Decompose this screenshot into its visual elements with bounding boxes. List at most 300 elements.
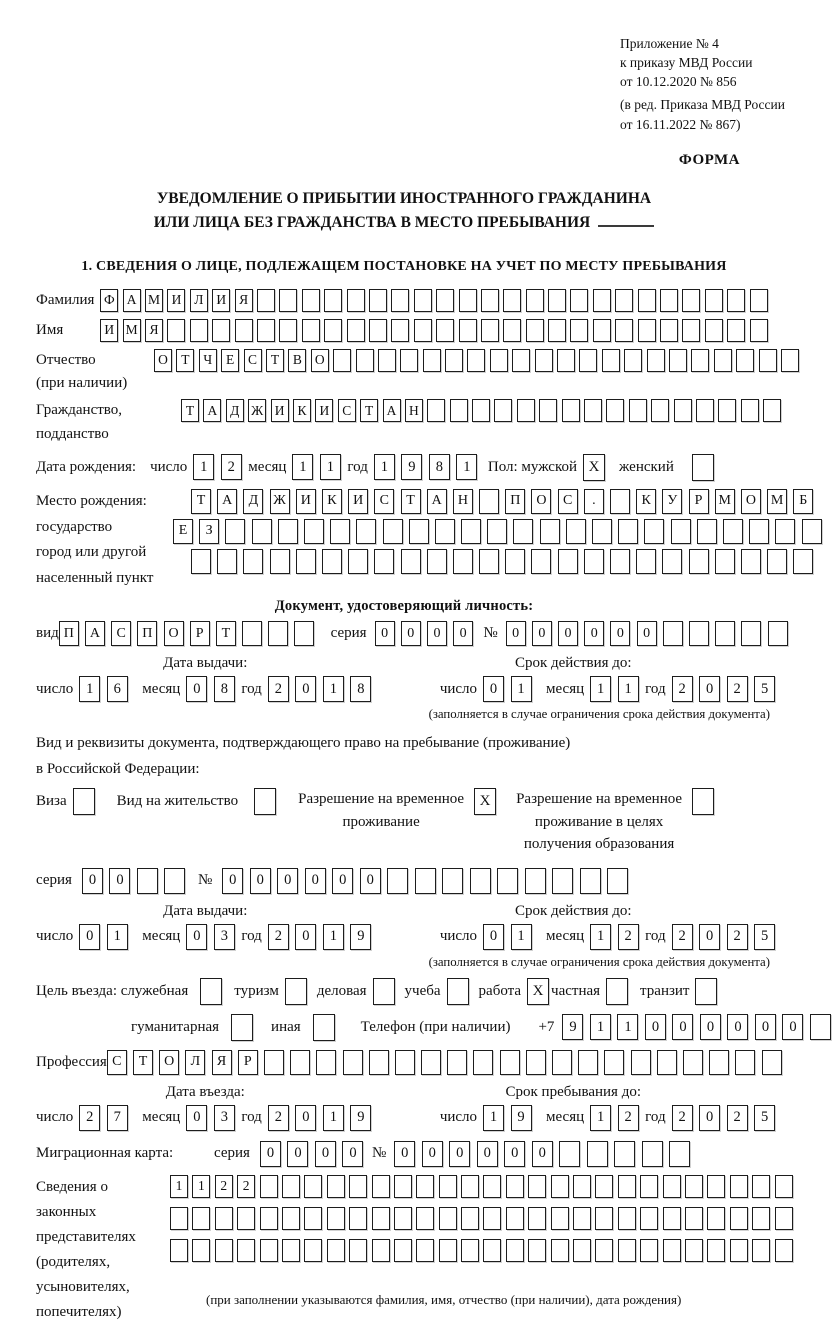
char-box[interactable] [642,1141,663,1167]
char-box[interactable]: П [59,621,79,646]
char-box[interactable] [614,1141,635,1167]
char-box[interactable] [640,1239,658,1262]
char-box[interactable] [436,319,454,342]
char-box[interactable] [570,319,588,342]
char-box[interactable]: 0 [672,1014,693,1040]
char-box[interactable]: А [85,621,105,646]
char-box[interactable]: 0 [360,868,381,894]
char-box[interactable] [669,1141,690,1167]
char-box[interactable] [215,1207,233,1230]
char-box[interactable] [401,549,421,574]
char-box[interactable] [439,1175,457,1198]
char-box[interactable] [243,549,263,574]
char-box[interactable] [528,1175,546,1198]
char-box[interactable] [715,621,735,646]
char-box[interactable] [372,1207,390,1230]
char-box[interactable]: И [271,399,289,422]
char-box[interactable] [657,1050,677,1075]
char-box[interactable] [593,289,611,312]
char-box[interactable]: 1 [590,1014,611,1040]
char-box[interactable] [759,349,777,372]
char-box[interactable]: 1 [323,676,344,702]
char-box[interactable]: 2 [618,924,639,950]
char-box[interactable] [570,289,588,312]
char-box[interactable]: 0 [332,868,353,894]
char-box[interactable]: Ж [270,489,290,514]
char-box[interactable]: 0 [610,621,630,646]
char-box[interactable]: X [583,454,605,481]
char-box[interactable] [497,868,518,894]
char-box[interactable] [304,519,324,544]
char-box[interactable]: 9 [562,1014,583,1040]
char-box[interactable]: 1 [617,1014,638,1040]
char-box[interactable] [400,349,418,372]
char-box[interactable] [192,1207,210,1230]
char-box[interactable] [231,1014,253,1041]
char-box[interactable] [415,868,436,894]
char-box[interactable]: 8 [429,454,450,480]
char-box[interactable]: X [474,788,496,815]
char-box[interactable] [348,549,368,574]
char-box[interactable] [528,1239,546,1262]
char-box[interactable] [580,868,601,894]
char-box[interactable] [414,289,432,312]
char-box[interactable]: 0 [186,924,207,950]
char-box[interactable]: 0 [295,924,316,950]
char-box[interactable]: 0 [483,924,504,950]
char-box[interactable]: 1 [292,454,313,480]
char-box[interactable]: 2 [727,1105,748,1131]
char-box[interactable] [558,549,578,574]
char-box[interactable]: А [123,289,141,312]
char-box[interactable] [416,1239,434,1262]
char-box[interactable] [490,349,508,372]
char-box[interactable]: А [427,489,447,514]
char-box[interactable]: Т [360,399,378,422]
char-box[interactable]: 0 [699,924,720,950]
char-box[interactable]: 1 [193,454,214,480]
char-box[interactable] [264,1050,284,1075]
char-box[interactable] [427,399,445,422]
char-box[interactable] [170,1239,188,1262]
char-box[interactable] [531,549,551,574]
char-box[interactable] [333,349,351,372]
char-box[interactable] [692,454,714,481]
char-box[interactable] [302,319,320,342]
char-box[interactable]: А [203,399,221,422]
char-box[interactable]: 0 [532,1141,553,1167]
char-box[interactable]: 1 [320,454,341,480]
char-box[interactable]: З [199,519,219,544]
char-box[interactable]: 0 [504,1141,525,1167]
char-box[interactable]: 0 [222,868,243,894]
char-box[interactable]: Е [173,519,193,544]
char-box[interactable] [535,349,553,372]
char-box[interactable]: 0 [82,868,103,894]
char-box[interactable]: 1 [618,676,639,702]
char-box[interactable] [730,1207,748,1230]
char-box[interactable] [459,319,477,342]
char-box[interactable]: 1 [374,454,395,480]
char-box[interactable]: И [315,399,333,422]
char-box[interactable] [618,1175,636,1198]
char-box[interactable] [343,1050,363,1075]
char-box[interactable]: О [741,489,761,514]
char-box[interactable] [242,621,262,646]
char-box[interactable] [164,868,185,894]
char-box[interactable] [416,1175,434,1198]
char-box[interactable]: 0 [401,621,421,646]
char-box[interactable]: С [374,489,394,514]
char-box[interactable]: Т [133,1050,153,1075]
char-box[interactable] [638,289,656,312]
char-box[interactable] [483,1175,501,1198]
char-box[interactable]: 0 [782,1014,803,1040]
char-box[interactable] [257,289,275,312]
char-box[interactable] [459,289,477,312]
char-box[interactable]: X [527,978,549,1005]
char-box[interactable] [436,289,454,312]
char-box[interactable] [467,349,485,372]
char-box[interactable] [752,1175,770,1198]
char-box[interactable] [369,289,387,312]
char-box[interactable] [683,1050,703,1075]
char-box[interactable] [391,289,409,312]
char-box[interactable] [540,519,560,544]
char-box[interactable]: Б [793,489,813,514]
char-box[interactable]: 2 [727,676,748,702]
char-box[interactable]: . [584,489,604,514]
char-box[interactable] [579,349,597,372]
char-box[interactable] [651,399,669,422]
char-box[interactable] [374,549,394,574]
char-box[interactable] [618,1207,636,1230]
char-box[interactable] [278,519,298,544]
char-box[interactable] [282,1239,300,1262]
char-box[interactable] [369,319,387,342]
char-box[interactable] [439,1239,457,1262]
char-box[interactable]: 2 [672,1105,693,1131]
char-box[interactable] [802,519,822,544]
char-box[interactable] [810,1014,831,1040]
char-box[interactable] [730,1239,748,1262]
char-box[interactable] [705,289,723,312]
char-box[interactable] [551,1239,569,1262]
char-box[interactable] [512,349,530,372]
char-box[interactable]: И [212,289,230,312]
char-box[interactable]: 2 [672,676,693,702]
char-box[interactable]: К [636,489,656,514]
char-box[interactable] [372,1175,390,1198]
char-box[interactable] [752,1239,770,1262]
char-box[interactable]: 5 [754,676,775,702]
char-box[interactable] [696,399,714,422]
char-box[interactable] [660,319,678,342]
char-box[interactable] [447,978,469,1005]
char-box[interactable] [669,349,687,372]
char-box[interactable] [735,1050,755,1075]
char-box[interactable]: 2 [215,1175,233,1198]
char-box[interactable]: 9 [401,454,422,480]
char-box[interactable] [304,1207,322,1230]
char-box[interactable]: 0 [375,621,395,646]
char-box[interactable]: Ф [100,289,118,312]
char-box[interactable]: 7 [107,1105,128,1131]
char-box[interactable] [691,349,709,372]
char-box[interactable]: 0 [295,1105,316,1131]
char-box[interactable] [391,319,409,342]
char-box[interactable]: 0 [186,676,207,702]
char-box[interactable] [714,349,732,372]
char-box[interactable] [775,1239,793,1262]
char-box[interactable]: П [505,489,525,514]
char-box[interactable] [741,399,759,422]
char-box[interactable] [557,349,575,372]
char-box[interactable]: 0 [287,1141,308,1167]
char-box[interactable]: И [348,489,368,514]
char-box[interactable] [170,1207,188,1230]
char-box[interactable] [254,788,276,815]
char-box[interactable] [322,549,342,574]
char-box[interactable]: 9 [511,1105,532,1131]
char-box[interactable]: 0 [427,621,447,646]
char-box[interactable]: 0 [260,1141,281,1167]
char-box[interactable] [481,319,499,342]
char-box[interactable] [552,1050,572,1075]
char-box[interactable] [707,1175,725,1198]
char-box[interactable]: 0 [700,1014,721,1040]
char-box[interactable] [709,1050,729,1075]
char-box[interactable] [394,1207,412,1230]
char-box[interactable]: Е [221,349,239,372]
char-box[interactable] [387,868,408,894]
char-box[interactable]: 0 [305,868,326,894]
char-box[interactable] [190,319,208,342]
char-box[interactable]: Ч [199,349,217,372]
char-box[interactable] [167,319,185,342]
char-box[interactable] [503,289,521,312]
char-box[interactable] [685,1207,703,1230]
char-box[interactable] [644,519,664,544]
char-box[interactable] [517,399,535,422]
char-box[interactable] [313,1014,335,1041]
char-box[interactable] [548,319,566,342]
char-box[interactable] [775,1175,793,1198]
char-box[interactable] [640,1207,658,1230]
char-box[interactable] [356,519,376,544]
char-box[interactable]: 2 [672,924,693,950]
char-box[interactable]: О [164,621,184,646]
char-box[interactable] [373,978,395,1005]
char-box[interactable] [685,1239,703,1262]
char-box[interactable] [327,1207,345,1230]
char-box[interactable] [439,1207,457,1230]
char-box[interactable]: 0 [532,621,552,646]
char-box[interactable]: Л [185,1050,205,1075]
char-box[interactable]: 1 [590,1105,611,1131]
char-box[interactable] [237,1207,255,1230]
char-box[interactable] [723,519,743,544]
char-box[interactable]: 8 [214,676,235,702]
char-box[interactable] [615,319,633,342]
char-box[interactable] [682,319,700,342]
char-box[interactable] [73,788,95,815]
char-box[interactable]: 0 [483,676,504,702]
char-box[interactable] [296,549,316,574]
char-box[interactable]: 0 [584,621,604,646]
char-box[interactable]: Н [453,489,473,514]
char-box[interactable] [290,1050,310,1075]
char-box[interactable]: 2 [268,924,289,950]
char-box[interactable] [584,549,604,574]
char-box[interactable] [435,519,455,544]
char-box[interactable] [268,621,288,646]
char-box[interactable] [506,1239,524,1262]
char-box[interactable]: 0 [277,868,298,894]
char-box[interactable] [736,349,754,372]
char-box[interactable] [548,289,566,312]
char-box[interactable]: 0 [315,1141,336,1167]
char-box[interactable] [427,549,447,574]
char-box[interactable]: 0 [506,621,526,646]
char-box[interactable]: 0 [394,1141,415,1167]
char-box[interactable]: 2 [727,924,748,950]
char-box[interactable]: Р [190,621,210,646]
char-box[interactable] [707,1207,725,1230]
char-box[interactable]: А [383,399,401,422]
char-box[interactable] [506,1175,524,1198]
char-box[interactable] [695,978,717,1005]
char-box[interactable]: 9 [350,1105,371,1131]
char-box[interactable] [552,868,573,894]
char-box[interactable] [595,1207,613,1230]
char-box[interactable] [483,1207,501,1230]
char-box[interactable]: О [531,489,551,514]
char-box[interactable] [604,1050,624,1075]
char-box[interactable] [775,1207,793,1230]
char-box[interactable]: 0 [109,868,130,894]
char-box[interactable] [505,549,525,574]
char-box[interactable] [225,519,245,544]
char-box[interactable] [566,519,586,544]
char-box[interactable]: 0 [186,1105,207,1131]
char-box[interactable]: С [338,399,356,422]
char-box[interactable] [595,1239,613,1262]
char-box[interactable] [718,399,736,422]
char-box[interactable] [562,399,580,422]
char-box[interactable] [257,319,275,342]
char-box[interactable]: Т [266,349,284,372]
char-box[interactable]: 1 [483,1105,504,1131]
char-box[interactable] [442,868,463,894]
char-box[interactable] [503,319,521,342]
char-box[interactable] [461,1207,479,1230]
char-box[interactable]: 2 [268,676,289,702]
char-box[interactable] [347,289,365,312]
char-box[interactable] [215,1239,233,1262]
char-box[interactable]: 1 [590,924,611,950]
char-box[interactable] [615,289,633,312]
char-box[interactable] [689,549,709,574]
char-box[interactable] [624,349,642,372]
char-box[interactable] [347,319,365,342]
char-box[interactable] [660,289,678,312]
char-box[interactable]: 5 [754,924,775,950]
char-box[interactable] [461,519,481,544]
char-box[interactable] [526,319,544,342]
char-box[interactable] [705,319,723,342]
char-box[interactable]: 0 [699,676,720,702]
char-box[interactable] [302,289,320,312]
char-box[interactable]: 0 [645,1014,666,1040]
char-box[interactable] [528,1207,546,1230]
char-box[interactable] [414,319,432,342]
char-box[interactable] [526,289,544,312]
char-box[interactable] [212,319,230,342]
char-box[interactable]: Р [689,489,709,514]
char-box[interactable] [409,519,429,544]
char-box[interactable]: 0 [477,1141,498,1167]
char-box[interactable] [461,1239,479,1262]
char-box[interactable] [270,549,290,574]
char-box[interactable] [793,549,813,574]
char-box[interactable]: Ж [248,399,266,422]
char-box[interactable] [551,1175,569,1198]
char-box[interactable]: 1 [79,676,100,702]
char-box[interactable] [450,399,468,422]
char-box[interactable] [741,549,761,574]
char-box[interactable]: Я [212,1050,232,1075]
char-box[interactable] [592,519,612,544]
char-box[interactable] [559,1141,580,1167]
char-box[interactable] [610,549,630,574]
char-box[interactable] [525,868,546,894]
char-box[interactable] [200,978,222,1005]
char-box[interactable] [607,868,628,894]
char-box[interactable] [494,399,512,422]
char-box[interactable] [682,289,700,312]
char-box[interactable] [461,1175,479,1198]
char-box[interactable] [137,868,158,894]
char-box[interactable]: С [107,1050,127,1075]
char-box[interactable] [674,399,692,422]
char-box[interactable] [618,519,638,544]
char-box[interactable]: Т [216,621,236,646]
char-box[interactable] [663,1239,681,1262]
char-box[interactable]: 1 [107,924,128,950]
char-box[interactable] [395,1050,415,1075]
char-box[interactable] [500,1050,520,1075]
char-box[interactable] [610,489,630,514]
char-box[interactable] [294,621,314,646]
char-box[interactable] [752,1207,770,1230]
char-box[interactable] [453,549,473,574]
char-box[interactable] [775,519,795,544]
char-box[interactable] [715,549,735,574]
char-box[interactable] [662,549,682,574]
char-box[interactable] [260,1207,278,1230]
char-box[interactable] [606,978,628,1005]
char-box[interactable]: М [767,489,787,514]
char-box[interactable]: 0 [558,621,578,646]
char-box[interactable]: Р [238,1050,258,1075]
char-box[interactable]: Я [235,289,253,312]
char-box[interactable] [573,1207,591,1230]
char-box[interactable] [663,1207,681,1230]
char-box[interactable] [663,1175,681,1198]
char-box[interactable] [629,399,647,422]
char-box[interactable] [470,868,491,894]
